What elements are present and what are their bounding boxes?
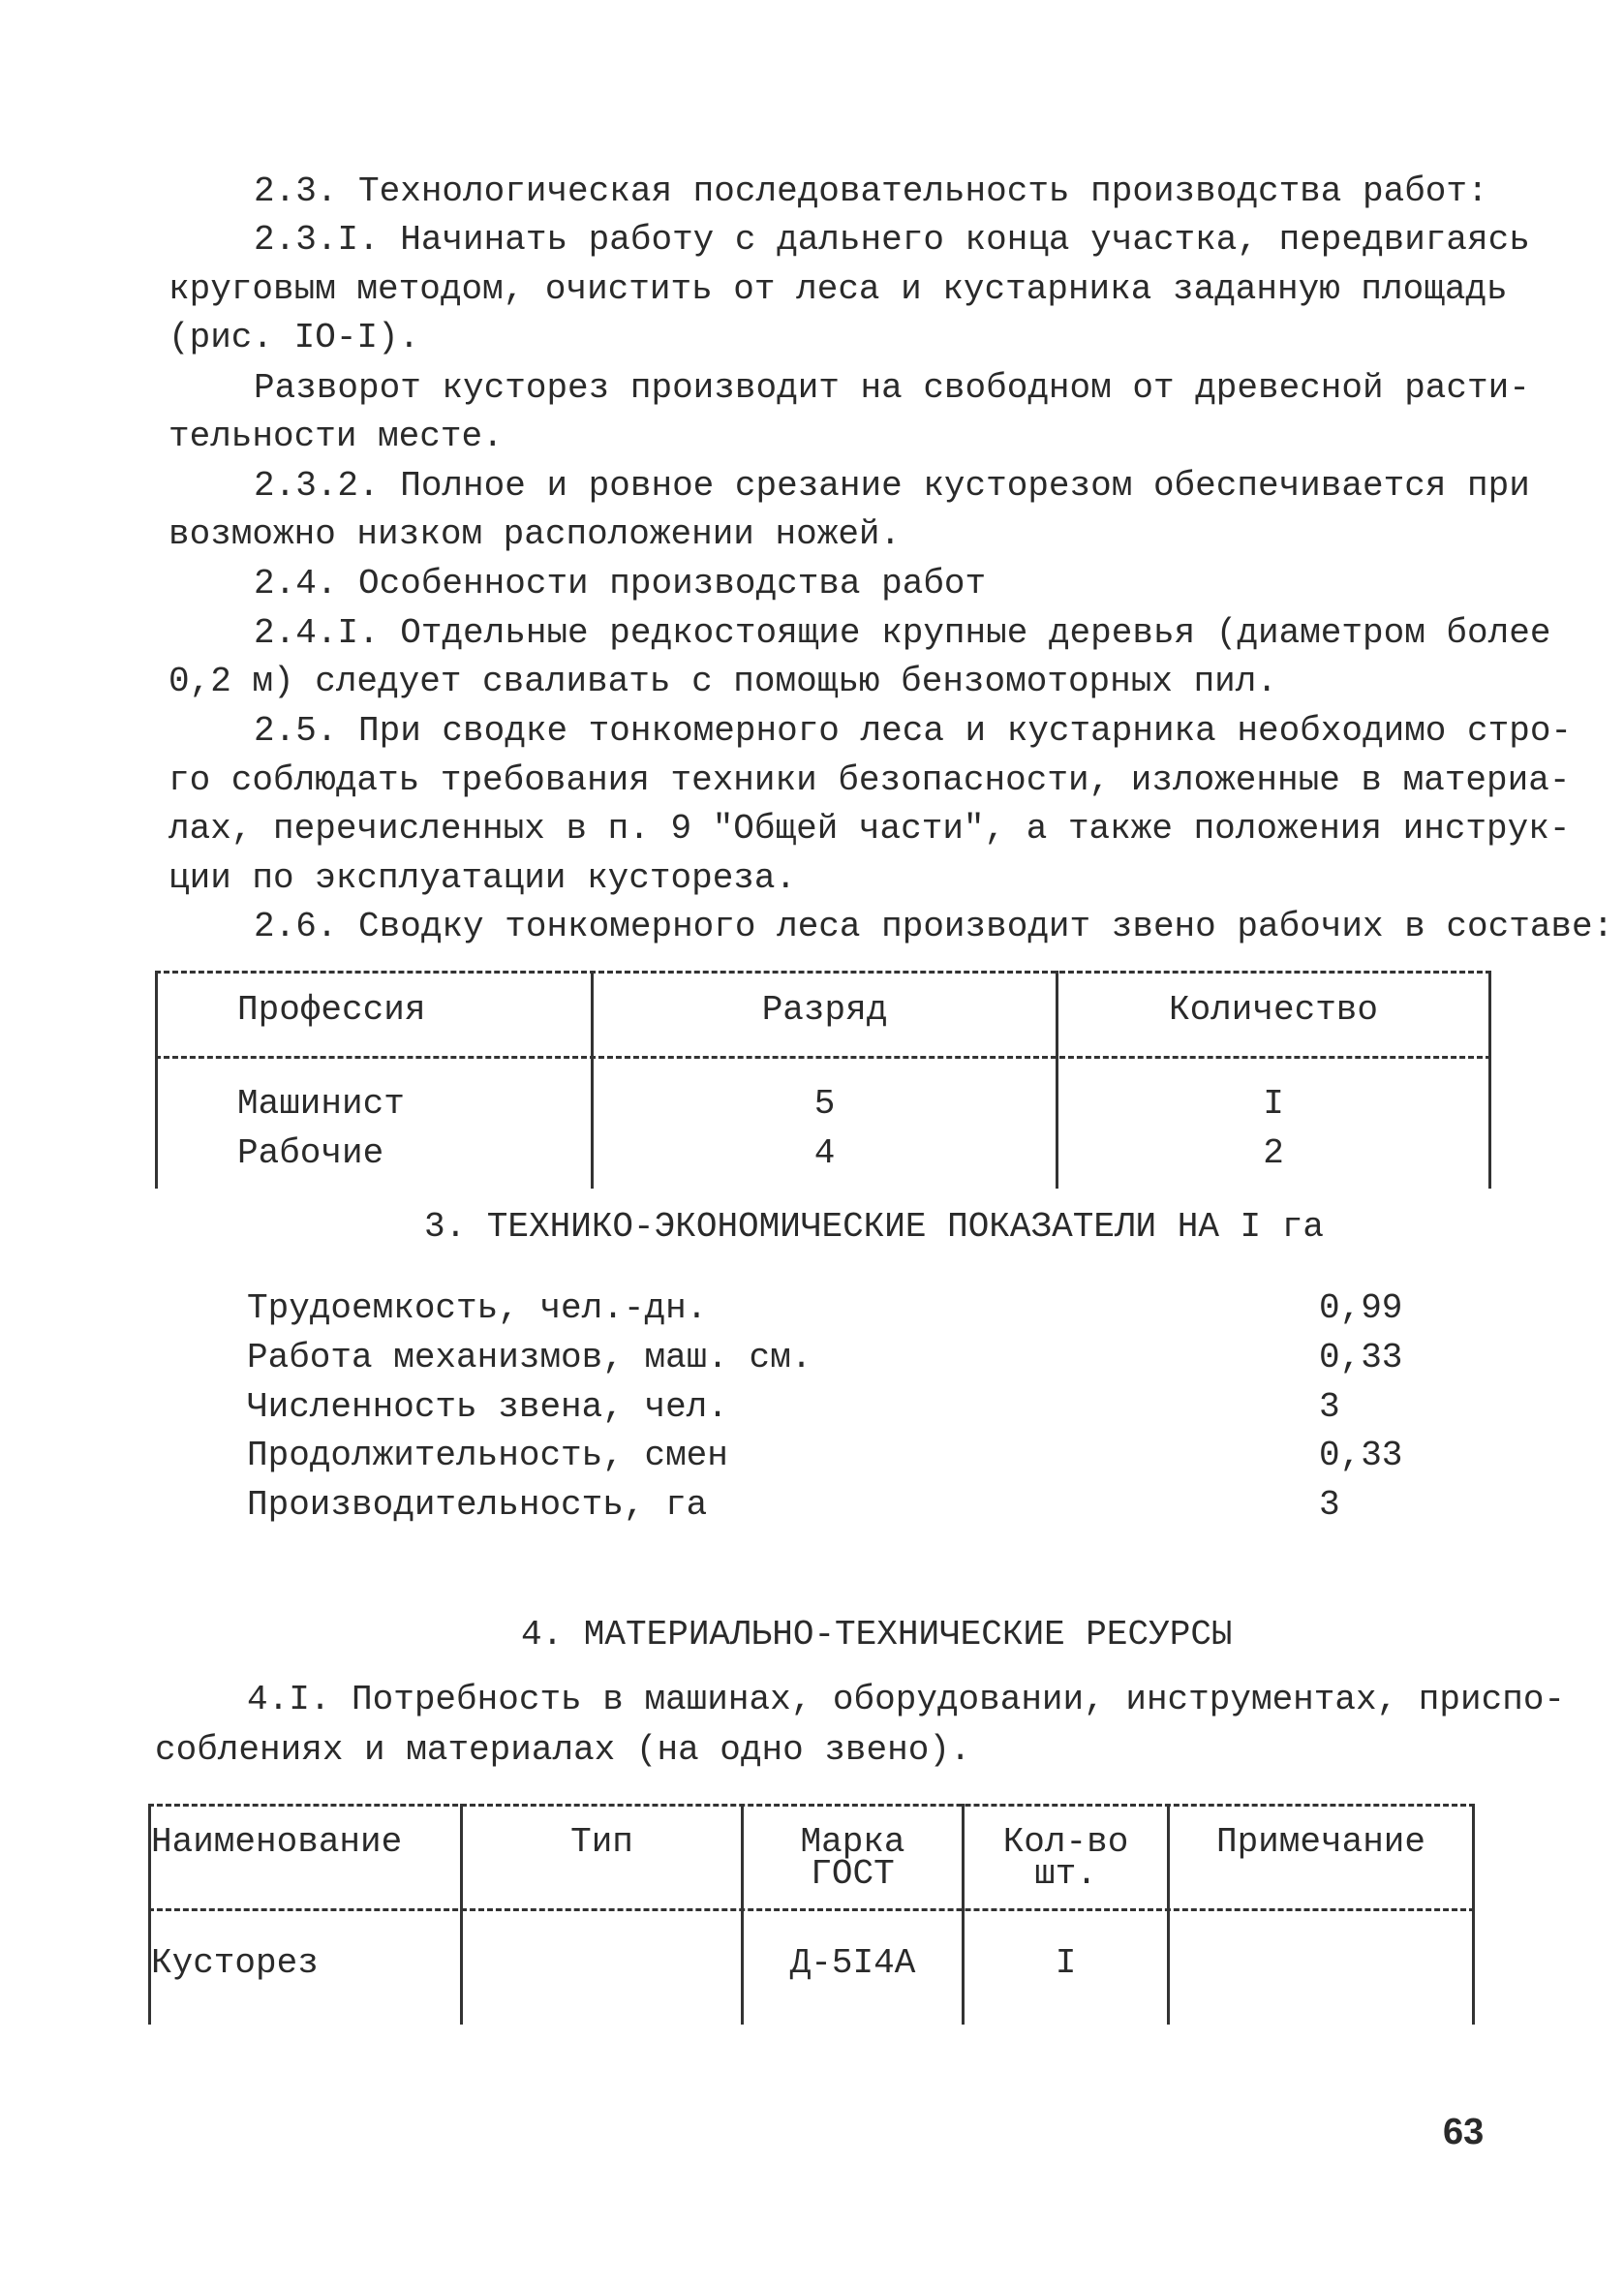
- column-header: Профессия: [237, 990, 426, 1030]
- paragraph-line: круговым методом, очистить от леса и кустарника заданную площадь: [169, 269, 1508, 309]
- column-header: Примечание: [1215, 1822, 1426, 1862]
- paragraph-line: 2.6. Сводку тонкомерного леса производит звено рабочих в составе:: [254, 907, 1614, 946]
- column-header: Тип: [570, 1822, 633, 1862]
- table-rule: [148, 1908, 1475, 1911]
- paragraph-line: 2.3. Технологическая последовательность производства работ:: [254, 171, 1488, 211]
- column-header: Разряд: [761, 990, 888, 1030]
- column-header: Количество: [1168, 990, 1379, 1030]
- table-cell: I: [1263, 1084, 1284, 1124]
- indicator-value: 0,33: [1319, 1436, 1403, 1475]
- table-divider: [1472, 1804, 1475, 2025]
- column-header: шт.: [1034, 1854, 1097, 1894]
- paragraph-line: ции по эксплуатации кустореза.: [169, 858, 797, 898]
- column-header: ГОСТ: [811, 1854, 895, 1894]
- paragraph-line: 2.3.2. Полное и ровное срезание кусторезом обеспечивается при: [254, 466, 1530, 506]
- table-cell: 2: [1263, 1133, 1284, 1173]
- paragraph-line: 2.3.I. Начинать работу с дальнего конца участка, передвигаясь: [254, 220, 1530, 260]
- paragraph-line: соблениях и материалах (на одно звено).: [155, 1730, 971, 1770]
- column-header: Марка: [800, 1822, 905, 1862]
- table-cell: Кусторез: [151, 1943, 319, 1983]
- indicator-value: 3: [1319, 1387, 1340, 1427]
- paragraph-line: 2.4.I. Отдельные редкостоящие крупные деревья (диаметром более: [254, 613, 1551, 653]
- indicator-label: Численность звена, чел.: [247, 1387, 728, 1427]
- table-cell: 5: [813, 1084, 836, 1124]
- paragraph-line: 4.I. Потребность в машинах, оборудовании, инструментах, приспо-: [247, 1680, 1566, 1719]
- indicator-label: Производительность, га: [247, 1485, 708, 1525]
- indicator-value: 0,33: [1319, 1338, 1403, 1377]
- paragraph-line: тельности месте.: [169, 417, 504, 456]
- table-rule: [155, 1056, 1491, 1059]
- paragraph-line: лах, перечисленных в п. 9 "Общей части", а также положения инструк-: [169, 809, 1571, 849]
- table-cell: Рабочие: [237, 1133, 384, 1173]
- paragraph-line: 0,2 м) следует сваливать с помощью бензомоторных пил.: [169, 662, 1277, 701]
- page-number: 63: [1443, 2112, 1485, 2152]
- table-cell: Машинист: [237, 1084, 405, 1124]
- column-header: Кол-во: [1002, 1822, 1129, 1862]
- table-cell: Д-5I4А: [789, 1943, 916, 1983]
- paragraph-line: го соблюдать требования техники безопасности, изложенные в материа-: [169, 760, 1571, 800]
- table-rule: [148, 1804, 1475, 1807]
- table-cell: 4: [813, 1133, 836, 1173]
- table-divider: [1488, 971, 1491, 1189]
- indicator-value: 3: [1319, 1485, 1340, 1525]
- indicator-value: 0,99: [1319, 1288, 1403, 1328]
- paragraph-line: (рис. IO-I).: [169, 318, 420, 357]
- table-rule: [155, 971, 1491, 974]
- paragraph-line: Разворот кусторез производит на свободном от древесной расти-: [254, 368, 1530, 408]
- paragraph-line: возможно низком расположении ножей.: [169, 514, 902, 554]
- table-divider: [155, 971, 158, 1189]
- indicator-label: Трудоемкость, чел.-дн.: [247, 1288, 708, 1328]
- indicator-label: Работа механизмов, маш. см.: [247, 1338, 812, 1377]
- paragraph-line: 2.4. Особенности производства работ: [254, 564, 987, 603]
- table-cell: I: [1055, 1943, 1077, 1983]
- column-header: Наименование: [151, 1822, 403, 1862]
- section-title: 3. ТЕХНИКО-ЭКОНОМИЧЕСКИЕ ПОКАЗАТЕЛИ НА I га: [424, 1207, 1324, 1247]
- section-title: 4. МАТЕРИАЛЬНО-ТЕХНИЧЕСКИЕ РЕСУРСЫ: [521, 1615, 1233, 1655]
- paragraph-line: 2.5. При сводке тонкомерного леса и кустарника необходимо стро-: [254, 711, 1573, 751]
- indicator-label: Продолжительность, смен: [247, 1436, 728, 1475]
